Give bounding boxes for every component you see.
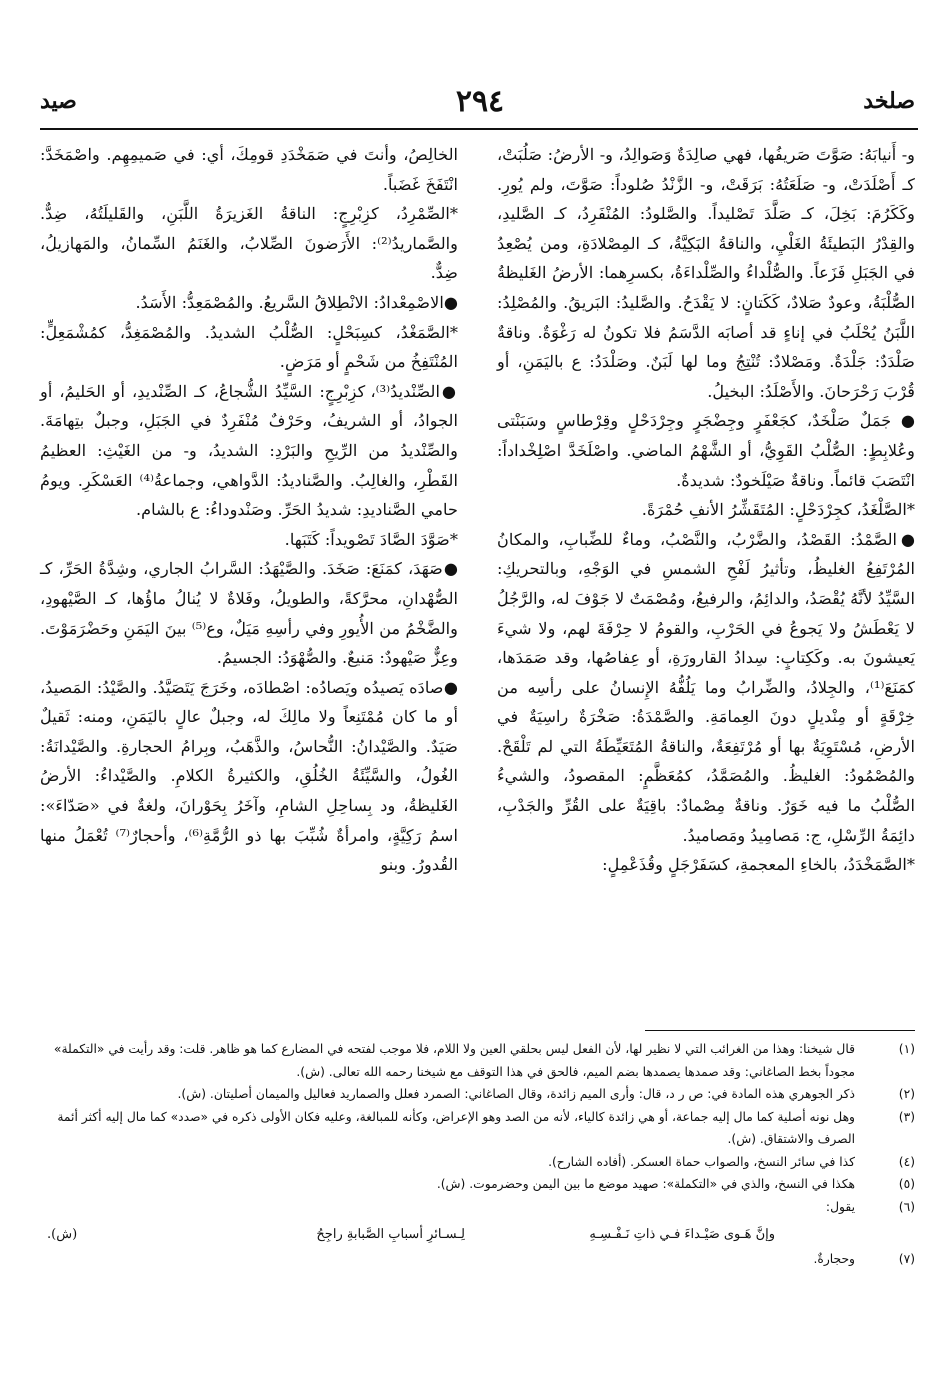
page-header: [40, 84, 915, 124]
footnote-text: وحجارةٌ.: [813, 1252, 855, 1266]
entry-paragraph: ●الصِّنْديدُ⁽³⁾، كزِبْرِجٍ: السَّيِّدُ الشُّجاعُ، كـ الصِّنْديدِ، أو الحَليمُ، أو الجوادُ، أو الشريفُ، وحَرْفٌ مُنْفَرِدٌ في الجَبَلِ، وجبلٌ بتِهامَةَ. والصِّنْديدُ من الرِّيحِ والبَرْدِ: الشديدُ، و- من الغَيْثِ: العظيمُ القَطْرِ، والغالِبُ. والصَّناديدُ: الدَّواهي، وجماعةُ⁽⁴⁾ العَسْكَرِ. ويومُ حامي الصَّناديدِ: شديدُ الحَرِّ. وصَنْدوداءُ: ع بالشام.: [40, 381, 458, 520]
footnote: [47, 1083, 915, 1106]
entry-paragraph: ●صادَه يَصيدُه ويَصادُه: اصْطادَه، وخَرَجَ يَتَصَيَّدُ. والصَّيْدُ: المَصيدُ، أو ما كان مُمْتَنِعاً ولا مالِكَ له، وجبلٌ عالٍ باليَمَنِ، ومنه: ثَقيلٌ صَيَدٌ. والصَّيْدانُ: النُّحاسُ، والذَّهَبُ، وبِرامُ الحجارةِ. والصَّيْدانَةُ: الغُولُ، والسَّيِّئَةُ الخُلُقِ، والكثيرةُ الكلامِ. والصَّيْداءُ: الأرضُ الغَليظةُ، ود بِساحِلِ الشامِ، وآخَرُ بِحَوْرانَ، ولغةٌ في «صَدّاءَ»: اسمُ رَكِيَّةٍ، وامرأةٌ شُبِّبَ بها ذو الرُّمَّةِ⁽⁶⁾، وأحجارٌ⁽⁷⁾ تُعْمَلُ منها القُدورُ. وبنو: [40, 677, 458, 875]
footnote-text: قال شيخنا: وهذا من الغرائب التي لا نظير لها، لأن الفعل ليس بحلقي العين ولا اللام، فلا موجب لفتحه في المضارع كما هو ظاهر. قلت: وقد رأيت في «التكملة» مجوداً بخط الصاغاني: وقد صمدها يصمدها بضم الميم، فالحق في هذا التوقف مع شيخنا رحمه الله تعالى. (ش).: [53, 1042, 855, 1079]
footnote-number: (١): [898, 1042, 915, 1056]
footnote: [47, 1151, 915, 1174]
page-number: ٢٩٤: [455, 84, 505, 119]
verse-hemistich-second: لِـسـائرِ أسبابِ الصَّبابةِ راجِحُ: [316, 1227, 465, 1242]
footnote-rule: [645, 1030, 915, 1031]
footnote-text: يقول:: [825, 1199, 855, 1214]
header-entry-word-left: صيد: [40, 88, 77, 114]
header-entry-word-right: صلخد: [863, 88, 915, 114]
entry-paragraph: *الصِّمْرِدُ، كزِبْرِجٍ: الناقةُ الغَزيرَةُ اللَّبَنِ، والقَليلَتُهُ، ضِدٌّ. والصَّماريدُ⁽²⁾: الأَرَضونَ الصِّلابُ، والغَنَمُ السِّمانُ، والمَهازيلُ، ضِدٌّ.: [40, 204, 458, 283]
footnote: [47, 1038, 915, 1083]
footnote-number: (٣): [898, 1109, 915, 1124]
footnote: [47, 1173, 915, 1196]
footnote-text: وهل نونه أصلية كما مال إليه جماعة، أو هي زائدة كالياء، لأنه من الصد وهو الإعراض، وكأنه للمبالغة، وعليه فكان الأولى ذكره في «صدد» كما مال إليه أكثر أئمة الصرف والاشتقاق. (ش).: [57, 1109, 855, 1146]
footnote-number: (٤): [898, 1154, 915, 1169]
poetry-verse: [47, 1218, 915, 1248]
footnote-number: (٥): [898, 1177, 915, 1191]
footnote-text: ذكر الجوهري هذه المادة في: ص ر د، قال: وأرى الميم زائدة، وقال الصاغاني: الصمرد فعلل والصماريد فعاليل والميمان أصليتان. (ش).: [177, 1087, 855, 1101]
entry-paragraph: ●الاصْمِعْدادُ: الانْطِلاقُ السَّريعُ. والمُصْمَعِدُّ: الأَسَدُ.: [135, 292, 458, 312]
entry-paragraph: ● جَمَلٌ صَلْخَدٌ، كجَعْفَرٍ وجِضْجَرٍ وجِرْدَحْلٍ وقِرْطاسٍ وسَبَنْتى وعُلابِطٍ: الصُّلْبُ القَوِيُّ، أو الشَّهْمُ الماضي. واصْلَخَدَّ اصْلِخْداداً: انْتَصَبَ قائماً. وناقةٌ صَيْلَخودٌ: شديدةٌ.: [497, 411, 915, 490]
entry-paragraph: *صَوَّدَ الصَّادَ تَصْويداً: كَتَبَها.: [284, 529, 458, 549]
footnote: [47, 1106, 915, 1151]
entry-paragraph: ●صَهَدَ، كمَنَعَ: صَخَدَ. والصَّيْهَدُ: السَّرابُ الجاري، وشِدَّةُ الحَرِّ، كـ الصُّهْدانِ، محرَّكةً، والطويلُ، وفَلاةٌ لا يُنالُ ماؤُها، كـ الصَّيْهودِ، والضَّخْمُ من الأُيورِ وفي رأسِهِ مَيَلٌ، وع⁽⁵⁾ بينَ اليَمَنِ وحَضْرَمَوْتَ. وعِزٌّ صَيْهودٌ: مَنيعٌ. والصُّهْوَدُ: الجسيمُ.: [40, 559, 458, 668]
footnote-text: هكذا في النسخ، والذي في «التكملة»: صهيد موضع ما بين اليمن وحضرموت. (ش).: [436, 1177, 855, 1191]
entry-paragraph: ●الصَّمْدُ: القَصْدُ، والضَّرْبُ، والنَّصْبُ، وماءٌ للضِّبابِ، والمكانُ المُرْتَفِعُ الغليظُ، وتأثيرُ لَفْحِ الشمسِ في الوَجْهِ، وبالتحريكِ: السَّيِّدُ لأنَّهُ يُقْصَدُ، والدائِمُ، والرفيعُ، ومُصْمَتٌ لا جَوْفَ له، والرَّجُلُ لا يَعْطَشُ ولا يَجوعُ في الحَرْبِ، والقومُ لا حِرْفَةَ لهم، ولا شيءَ يَعيشونَ به. وكَكِتابٍ: سِدادُ القارورَةِ، أو عِفاصُها، وقد صَمَدَها، كمَنَعَ⁽¹⁾، والجِلادُ، والضِّرابُ وما يَلُفُّهُ الإِنسانُ على رأسِه من خِرْقَةٍ أو مِنْديلٍ دونَ العِمامَةِ. والصَّمْدَةُ: صَخْرَةٌ راسِيَةٌ في الأرضِ، مُسْتَوِيَةٌ بها أو مُرْتَفِعَةٌ، والناقةُ المُتَعَيِّطَةُ التي لم تَلْقَحْ. والمُصْمُودُ: الغليظُ. والمُصَمَّدُ، كمُعَظَّمٍ: المقصودُ، والشيءُ الصُّلْبُ ما فيه خَوَرٌ. وناقةٌ مِصْمادٌ: باقِيَةٌ على القُرِّ والجَدْبِ، دائِمَةُ الرِّسْلِ، ج: مَصامِيدُ ومَصاميدُ.: [497, 529, 915, 845]
verse-source: (ش).: [47, 1227, 78, 1242]
entry-paragraph: الخالِصُ، وأنتَ في صَمَخْدَدِ قومِكَ، أي: في صَميمِهِم. واصْمَخَدَّ: انْتَفَخَ غَضَباً.: [40, 145, 458, 194]
left-column: [40, 140, 458, 880]
footnote-text: كذا في سائر النسخ، والصواب حماة العسكر. (أفاده الشارح).: [548, 1154, 855, 1169]
footnote-number: (٦): [898, 1199, 915, 1214]
footnote-number: (٧): [898, 1252, 915, 1266]
entry-paragraph: *الصَّلْغَدُ، كجِرْدَحْلٍ: المُتَقَشِّرُ الأنفِ حُمْرَةً.: [641, 500, 915, 520]
footnote: [47, 1248, 915, 1271]
footnote-number: (٢): [898, 1087, 915, 1101]
footnote: [47, 1196, 915, 1219]
header-rule: [40, 128, 918, 130]
footnotes: [47, 1038, 915, 1271]
entry-paragraph: *الصَّمَخْدَدُ، بالخاءِ المعجمةِ، كسَفَرْجَلٍ وقُذَعْمِلٍ:: [602, 855, 915, 875]
entry-paragraph: *الصَّمَغْدُ، كسِبَحْلٍ: الصُّلْبُ الشديدُ. والمُصْمَغِدُّ، كمُشْمَعِلٍّ: المُنْتَفِخُ من شَحْمٍ أو مَرَضٍ.: [40, 322, 458, 372]
verse-hemistich-first: وإنَّ هَـوى صَيْـداءَ فـي ذاتِ نَـفْـسِـهِ: [589, 1227, 775, 1242]
entry-paragraph: و- أَنيابَهُ: صَوَّتَ صَريفُها، فهي صالِدَةٌ وَصَوالِدُ، و- الأرضُ: صَلُبَتْ، كـ أَصْلَدَتْ، و- صَلَعَتُهُ: بَرَقَتْ، و- الزَّنْدُ صُلوداً: صَوَّتَ، ولم يُورِ. وكَكَرُمَ: بَخِلَ، كـ صَلَّدَ تَصْليداً. والصَّلودُ: المُنْفَرِدُ، كـ الصَّليدِ، والقِدْرُ البَطيئَةُ الغَلْيِ، والناقةُ البَكِيَّةُ، كـ المِصْلادَةِ، ومن يُصْعِدُ في الجَبَلِ فَزَعاً. والصُّلْداءُ والصِّلْداءَةُ، بكسرِهما: الأرضُ الغَليظةُ الصُّلْبَةُ، وعودٌ صَلادٌ، كَكَتانٍ: لا يَقْدَحُ. والصَّليدُ: البَريقُ. والمُصْلِدُ: اللَّبَنُ يُحْلَبُ في إناءٍ قد أصابَه الدَّسَمُ فلا تكونُ له رَغْوَةٌ. وناقةٌ صَلْدَدٌ: جَلْدَةٌ. ومَصْلادٌ: تُنْتِجُ وما لها لَبَنٌ. وصَلْدَدُ: ع باليَمَنِ، أو قُرْبَ رَحْرَحانَ. والأَصْلَدُ: البخيلُ.: [497, 145, 915, 401]
right-column: [497, 140, 915, 880]
